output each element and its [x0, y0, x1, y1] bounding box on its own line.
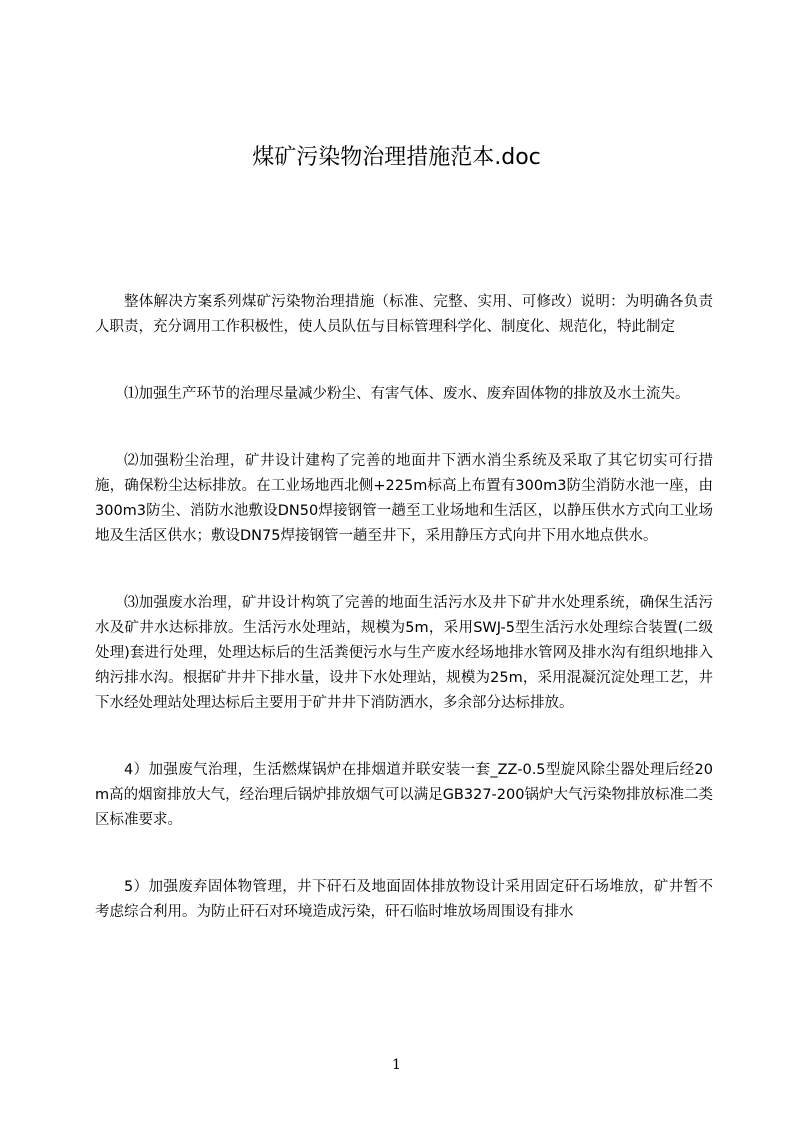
- paragraph-production: ⑴加强生产环节的治理尽量减少粉尘、有害气体、废水、废弃固体物的排放及水土流失。: [124, 386, 690, 402]
- paragraph-solid-waste: 5）加强废弃固体物管理，井下矸石及地面固体排放物设计采用固定矸石场堆放，矿井暂不考虑综合利用。为防止矸石对环境造成污染，矸石临时堆放场周围设有排水: [95, 879, 713, 920]
- document-body: [95, 290, 713, 925]
- paragraph-intro: 整体解决方案系列煤矿污染物治理措施（标准、完整、实用、可修改）说明：为明确各负责人职责，充分调用工作积极性，使人员队伍与目标管理科学化、制度化、规范化，特此制定: [95, 294, 713, 335]
- page-number: 1: [392, 1057, 401, 1073]
- paragraph-dust: ⑵加强粉尘治理，矿井设计建构了完善的地面井下洒水消尘系统及采取了其它切实可行措施，确保粉尘达标排放。在工业场地西北侧+225m标高上布置有300m3防尘消防水池一座，由300m3防尘、消防水池敷设DN50焊接钢管一趟至工业场地和生活区，以静压供水方式向工业场地及生活区供水；敷设DN75焊接钢管一趟至井下，采用静压方式向井下用水地点供水。: [95, 453, 713, 544]
- document-title: 煤矿污染物治理措施范本.doc: [252, 145, 541, 170]
- paragraph-wastewater: ⑶加强废水治理，矿井设计构筑了完善的地面生活污水及井下矿井水处理系统，确保生活污水及矿井水达标排放。生活污水处理站，规模为5m，采用SWJ-5型生活污水处理综合装置(二级处理)套进行处理，处理达标后的生活粪便污水与生产废水经场地排水管网及排水沟有组织地排入纳污排水沟。根据矿井井下排水量，设井下水处理站，规模为25m，采用混凝沉淀处理工艺，井下水经处理站处理达标后主要用于矿井井下消防洒水，多余部分达标排放。: [95, 595, 713, 711]
- paragraph-exhaust-gas: 4）加强废气治理，生活燃煤锅炉在排烟道并联安装一套_ZZ-0.5型旋风除尘器处理后经20m高的烟窗排放大气，经治理后锅炉排放烟气可以满足GB327-200锅炉大气污染物排放标准二类区标准要求。: [95, 762, 713, 828]
